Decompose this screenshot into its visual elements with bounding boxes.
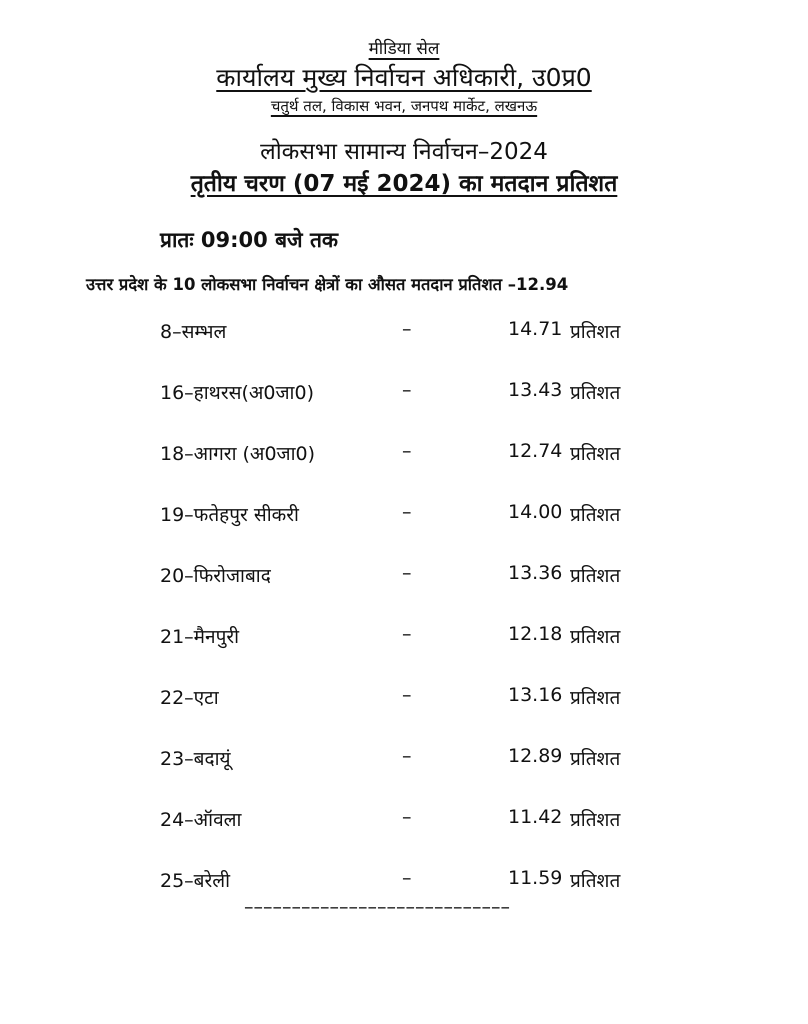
turnout-unit: प्रतिशत [570, 687, 621, 709]
constituency-name: 19–फतेहपुर सीकरी [160, 504, 299, 526]
separator-dash: – [402, 379, 412, 401]
address-line [0, 96, 808, 116]
time-label: प्रातः 09:00 बजे तक [160, 228, 339, 252]
office-heading [0, 60, 808, 94]
constituency-row [0, 314, 808, 354]
phase-title-text: तृतीय चरण (07 मई 2024) का मतदान प्रतिशत [190, 171, 618, 197]
constituency-row [0, 558, 808, 598]
turnout-value: 14.00 [508, 501, 563, 523]
constituency-name: 18–आगरा (अ0जा0) [160, 443, 316, 465]
turnout-value: 12.18 [508, 623, 563, 645]
separator-dash: – [402, 501, 412, 523]
turnout-value: 12.74 [508, 440, 563, 462]
separator-dash: – [402, 562, 412, 584]
turnout-value: 12.89 [508, 745, 563, 767]
turnout-unit: प्रतिशत [570, 504, 621, 526]
turnout-value: 11.59 [508, 867, 563, 889]
constituency-name: 21–मैनपुरी [160, 626, 240, 648]
constituency-name: 16–हाथरस(अ0जा0) [160, 382, 314, 404]
turnout-value: 13.43 [508, 379, 563, 401]
separator-dash: – [402, 623, 412, 645]
constituency-name: 22–एटा [160, 687, 219, 709]
average-turnout-summary: उत्तर प्रदेश के 10 लोकसभा निर्वाचन क्षेत्रों का औसत मतदान प्रतिशत –12.94 [86, 275, 569, 294]
turnout-unit: प्रतिशत [570, 870, 621, 892]
constituency-row [0, 375, 808, 415]
turnout-unit: प्रतिशत [570, 626, 621, 648]
constituency-row [0, 802, 808, 842]
separator-dash: – [402, 684, 412, 706]
turnout-unit: प्रतिशत [570, 748, 621, 770]
turnout-value: 11.42 [508, 806, 563, 828]
closing-rule: –––––––––––––––––––––––––––– [244, 896, 510, 918]
constituency-name: 25–बरेली [160, 870, 231, 892]
constituency-row [0, 619, 808, 659]
constituency-row [0, 497, 808, 537]
address-text: चतुर्थ तल, विकास भवन, जनपथ मार्केट, लखनऊ [270, 97, 538, 115]
turnout-unit: प्रतिशत [570, 809, 621, 831]
constituency-name: 24–ऑवला [160, 809, 242, 831]
constituency-name: 23–बदायूं [160, 748, 231, 770]
turnout-unit: प्रतिशत [570, 565, 621, 587]
constituency-row [0, 741, 808, 781]
turnout-value: 14.71 [508, 318, 563, 340]
separator-dash: – [402, 867, 412, 889]
separator-dash: – [402, 745, 412, 767]
constituency-row [0, 680, 808, 720]
turnout-unit: प्रतिशत [570, 321, 621, 343]
election-title: लोकसभा सामान्य निर्वाचन–2024 [260, 139, 548, 165]
turnout-value: 13.36 [508, 562, 563, 584]
separator-dash: – [402, 806, 412, 828]
constituency-row [0, 436, 808, 476]
constituency-name: 8–सम्भल [160, 321, 227, 343]
separator-dash: – [402, 318, 412, 340]
separator-dash: – [402, 440, 412, 462]
media-cell-heading [0, 36, 808, 59]
media-cell-text: मीडिया सेल [368, 39, 440, 59]
office-name: कार्यालय मुख्य निर्वाचन अधिकारी, उ0प्र0 [216, 63, 592, 92]
constituency-name: 20–फिरोजाबाद [160, 565, 271, 587]
turnout-value: 13.16 [508, 684, 563, 706]
turnout-unit: प्रतिशत [570, 382, 621, 404]
phase-title [0, 166, 808, 198]
turnout-unit: प्रतिशत [570, 443, 621, 465]
